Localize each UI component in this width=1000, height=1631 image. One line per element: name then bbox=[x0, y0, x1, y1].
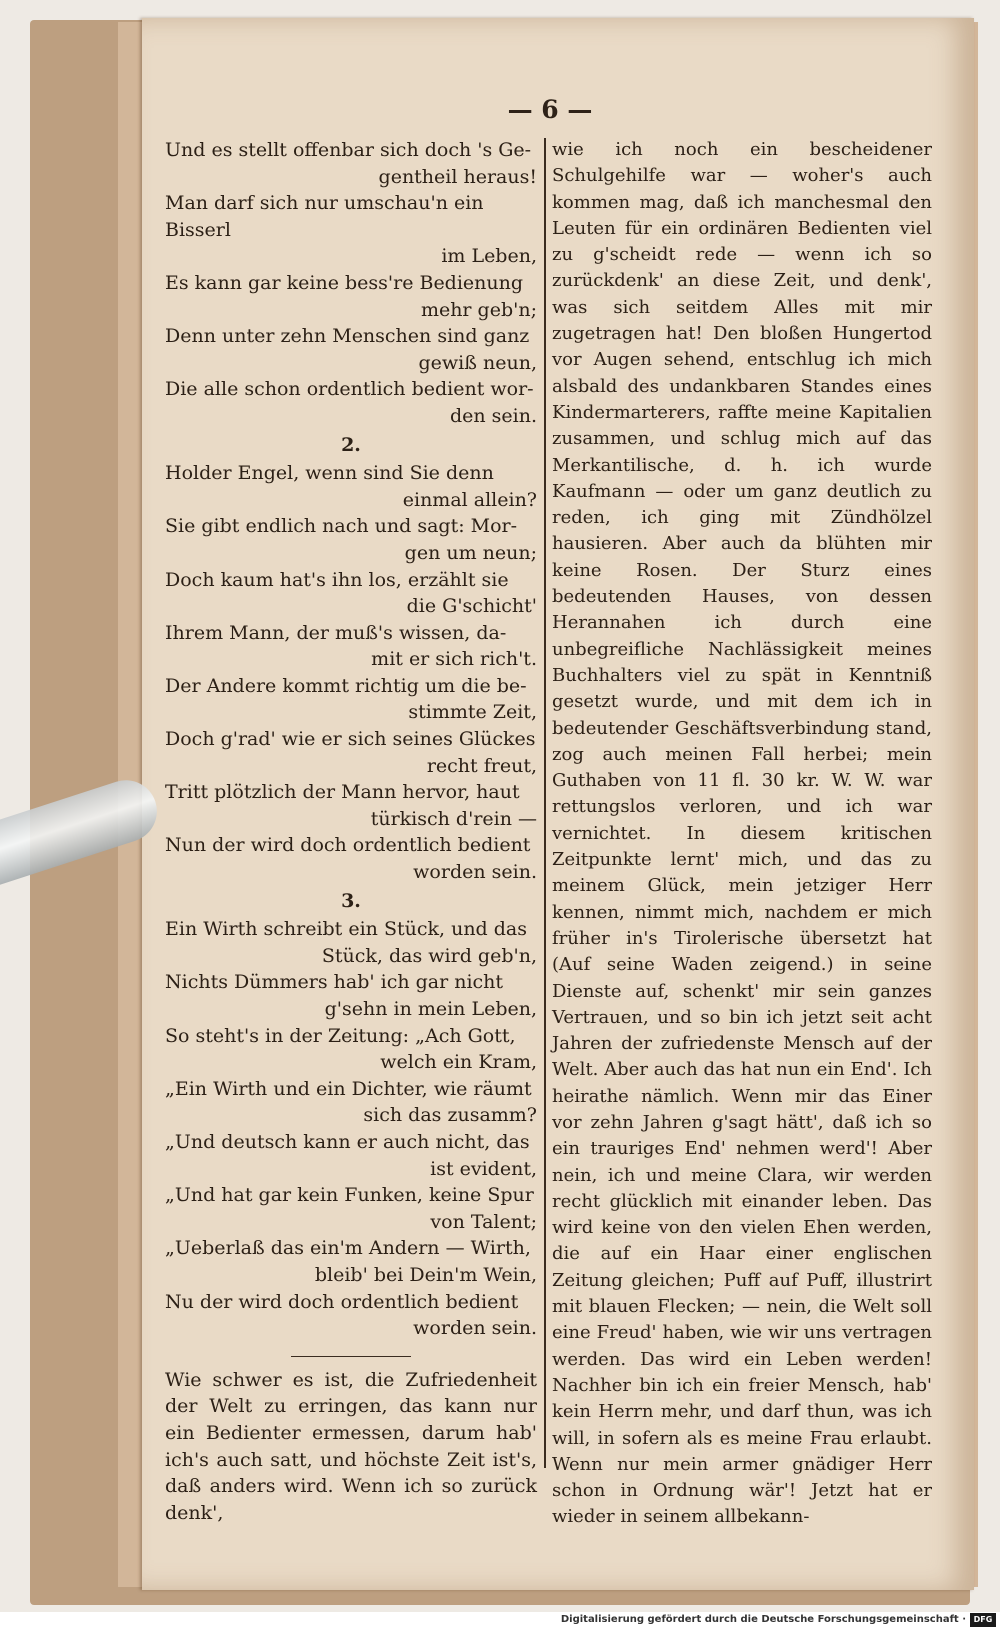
verse-line: Die alle schon ordentlich bedient wor- bbox=[165, 378, 534, 401]
left-column bbox=[165, 137, 537, 1524]
footer-bar bbox=[0, 1612, 1000, 1631]
verse-line: So steht's in der Zeitung: „Ach Gott, bbox=[165, 1024, 516, 1047]
verse-line: sich das zusamm? bbox=[363, 1104, 537, 1127]
verse-line: stimmte Zeit, bbox=[408, 701, 537, 724]
verse-line: Doch kaum hat's ihn los, erzählt sie bbox=[165, 568, 509, 591]
column-divider bbox=[544, 138, 546, 1468]
verse-line: Es kann gar keine bess're Bedienung bbox=[165, 271, 524, 294]
verse-line: „Und hat gar kein Funken, keine Spur bbox=[165, 1184, 534, 1207]
verse-line: recht freut, bbox=[426, 754, 537, 777]
verse-line: bleib' bei Dein'm Wein, bbox=[314, 1263, 537, 1286]
verse-line: Tritt plötzlich der Mann hervor, haut bbox=[165, 781, 520, 804]
verse-line: Und es stellt offenbar sich doch 's Ge- bbox=[165, 139, 532, 161]
verse-line: die G'schicht' bbox=[406, 595, 537, 618]
verse-line: „Und deutsch kann er auch nicht, das bbox=[165, 1130, 530, 1153]
verse-line: g'sehn in mein Leben, bbox=[324, 998, 537, 1020]
verse-line: Der Andere kommt richtig um die be- bbox=[165, 674, 527, 697]
verse-line: Nu der wird doch ordentlich bedient bbox=[165, 1290, 519, 1313]
verse-line: Doch g'rad' wie er sich seines Glückes bbox=[165, 728, 536, 751]
funding-credit: Digitalisierung gefördert durch die Deutsche Forschungsgemeinschaft · bbox=[560, 1614, 966, 1625]
verse-line: Ein Wirth schreibt ein Stück, und das bbox=[165, 918, 527, 941]
stanza-number: 2. bbox=[341, 433, 361, 456]
verse-line: Ihrem Mann, der muß's wissen, da- bbox=[165, 621, 507, 644]
verse-line: ist evident, bbox=[430, 1157, 537, 1180]
verse-block bbox=[165, 137, 537, 1342]
verse-line: Man darf sich nur umschau'n ein Bisserl bbox=[165, 192, 484, 241]
dfg-logo: DFG bbox=[970, 1613, 996, 1627]
verse-line: worden sein. bbox=[413, 861, 537, 884]
page-number: — 6 — bbox=[507, 95, 593, 124]
verse-line: gentheil heraus! bbox=[378, 165, 537, 188]
left-prose: Wie schwer es ist, die Zufriedenheit der Welt zu erringen, das kann nur ein Bedienter ermessen, darum hab' ich's auch satt, und höchste Zeit ist's, daß anders wird. Wenn ich so zurück denk', bbox=[165, 1368, 537, 1524]
verse-line: „Ueberlaß das ein'm Andern — Wirth, bbox=[165, 1237, 531, 1260]
right-prose: wie ich noch ein bescheidener Schulgehilfe war — woher's auch kommen mag, daß ich manchesmal den Leuten für ein ordinären Bedienten viel zu g'scheidt rede — wenn ich so zurückdenk' an diese Zeit, und denk', was sich seitdem Alles mit mir zugetragen hat! Den bloßen Hungertod vor Augen sehend, entschlug ich mich alsbald des undankbaren Standes eines Kindermarterers, raffte meine Kapitalien zusammen, und schlug mich auf das Merkantilische, d. h. ich wurde Kaufmann — oder um ganz deutlich zu reden, ich ging mit Zündhölzel hausieren. Aber auch da blühten mir keine Rosen. Der Sturz eines bedeutenden Hauses, von dessen Herannahen ich durch eine unbegreifliche Nachlässigkeit meines Buchhalters viel zu spät in Kenntniß gesetzt wurde, und mit dem ich in bedeutender Geschäftsverbindung stand, zog auch meinen Fall herbei; mein Guthaben von 11 fl. 30 kr. W. W. war rettungslos verloren, und ich war vernichtet. In diesem kritischen Zeitpunkte lernt' mich, und das zu meinem Glück, mein jetziger Herr kennen, nimmt mich, nachdem er mich früher in's Tirolerische übersetzt hat (Auf seine Waden zeigend.) in seine Dienste auf, schenkt' mir sein ganzes Vertrauen, und so bin ich jetzt seit acht Jahren der zufriedenste Mensch auf der Welt. Aber auch das hat nun ein End'. Ich heirathe nämlich. Wenn mir das Einer vor zehn Jahren g'sagt hätt', daß ich so ein trauriges End' nehmen werd'! Aber nein, ich und meine Clara, wir werden recht glücklich mit einander leben. Das wird keine von den vielen Ehen werden, die auf ein Haar einer englischen Zeitung gleichen; Puff auf Puff, illustrirt mit blauen Flecken; — nein, die Welt soll eine Freud' haben, wie wir uns vertragen werden. Das wird ein Leben werden! Nachher bin ich ein freier Mensch, hab' kein Herrn mehr, und darf thun, was ich will, in sofern als es meine Frau erlaubt. Wenn nur mein armer gnädiger Herr schon in Ordnung wär'! Jetzt hat er wieder in seinem allbekann- bbox=[552, 139, 932, 1528]
verse-line: Sie gibt endlich nach und sagt: Mor- bbox=[165, 515, 518, 538]
verse-line: Nun der wird doch ordentlich bedient bbox=[165, 834, 531, 857]
verse-line: Holder Engel, wenn sind Sie denn bbox=[165, 462, 494, 485]
verse-line: einmal allein? bbox=[402, 488, 537, 511]
verse-line: mit er sich rich't. bbox=[371, 648, 537, 671]
verse-line: welch ein Kram, bbox=[380, 1051, 537, 1074]
verse-line: Nichts Dümmers hab' ich gar nicht bbox=[165, 971, 504, 994]
right-column bbox=[552, 137, 932, 1528]
verse-line: Denn unter zehn Menschen sind ganz bbox=[165, 325, 530, 348]
verse-line: von Talent; bbox=[430, 1210, 537, 1233]
verse-line: Stück, das wird geb'n, bbox=[321, 944, 537, 967]
verse-line: den sein. bbox=[449, 404, 537, 427]
verse-line: gen um neun; bbox=[404, 541, 537, 564]
section-rule bbox=[291, 1356, 411, 1357]
verse-line: türkisch d'rein — bbox=[370, 807, 537, 830]
stanza-number: 3. bbox=[341, 889, 361, 912]
verse-line: mehr geb'n; bbox=[420, 298, 537, 321]
verse-line: gewiß neun, bbox=[418, 351, 537, 374]
verse-line: worden sein. bbox=[413, 1317, 537, 1340]
verse-line: im Leben, bbox=[441, 245, 537, 268]
verse-line: „Ein Wirth und ein Dichter, wie räumt bbox=[165, 1077, 532, 1100]
